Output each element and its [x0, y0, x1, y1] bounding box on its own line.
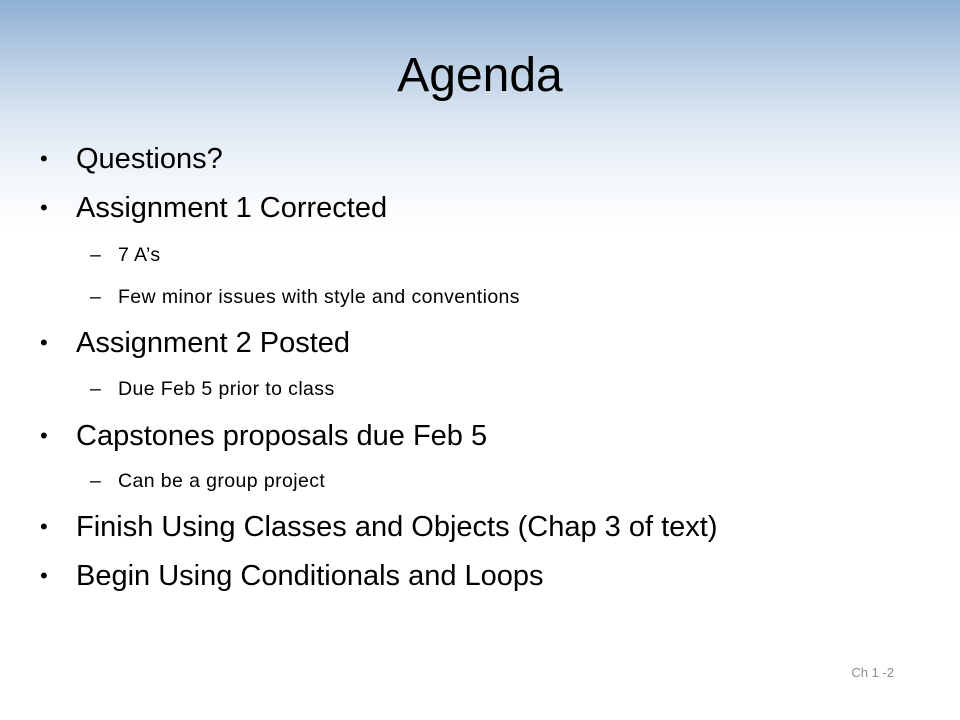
bullet-item: [40, 141, 223, 177]
dash-icon: –: [90, 378, 102, 400]
sub-bullet-item: [90, 468, 326, 494]
bullet-item: [40, 190, 388, 226]
sub-bullet-text: Due Feb 5 prior to class: [118, 378, 335, 400]
sub-bullet-item: [90, 376, 335, 402]
sub-bullet-text: 7 A’s: [118, 244, 161, 266]
sub-bullet-item: [90, 284, 520, 310]
sub-bullet-text: Few minor issues with style and conventions: [118, 286, 520, 308]
slide-title: Agenda: [397, 49, 563, 102]
sub-bullet-text: Can be a group project: [118, 470, 326, 492]
bullet-item: [40, 558, 544, 594]
slide-number: Ch 1 -2: [851, 665, 894, 680]
bullet-text: Begin Using Conditionals and Loops: [76, 560, 544, 592]
bullet-icon: •: [40, 330, 48, 355]
bullet-icon: •: [40, 195, 48, 220]
bullet-item: [40, 509, 718, 545]
sub-bullet-item: [90, 242, 161, 268]
bullet-icon: •: [40, 146, 48, 171]
bullet-text: Capstones proposals due Feb 5: [76, 420, 488, 452]
bullet-text: Assignment 2 Posted: [76, 327, 351, 359]
dash-icon: –: [90, 244, 102, 266]
dash-icon: –: [90, 470, 102, 492]
bullet-text: Finish Using Classes and Objects (Chap 3 of text): [76, 511, 718, 543]
bullet-text: Questions?: [76, 143, 223, 175]
bullet-text: Assignment 1 Corrected: [76, 192, 388, 224]
bullet-icon: •: [40, 423, 48, 448]
bullet-item: [40, 418, 488, 454]
dash-icon: –: [90, 286, 102, 308]
bullet-icon: •: [40, 514, 48, 539]
bullet-item: [40, 325, 351, 361]
bullet-icon: •: [40, 563, 48, 588]
